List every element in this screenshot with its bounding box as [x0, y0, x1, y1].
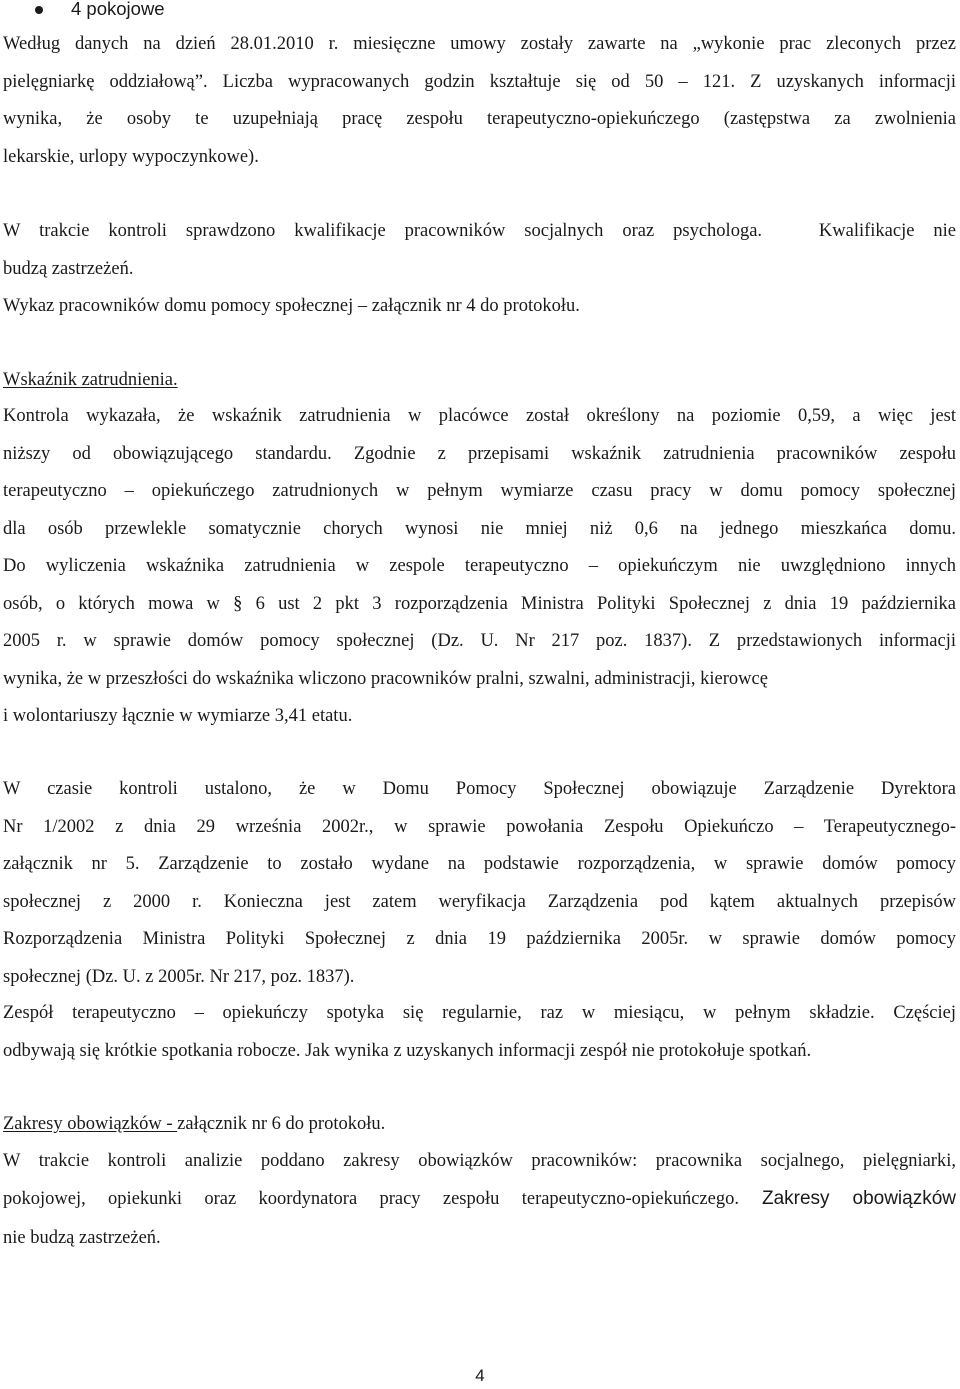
text-line: Nr 1/2002 z dnia 29 września 2002r., w sprawie powołania Zespołu Opiekuńczo – Terapeutycznego-	[3, 816, 956, 837]
line-segment-sans: Zakresy obowiązków	[738, 1188, 957, 1209]
paragraph-spotkania	[3, 995, 956, 1070]
paragraph-umowy	[3, 26, 956, 176]
text-line: Rozporządzenia Ministra Polityki Społecznej z dnia 19 października 2005r. w sprawie domów pomocy	[3, 929, 956, 949]
bullet-text: 4 pokojowe	[71, 0, 165, 19]
text-line: wynika, że w przeszłości do wskaźnika wliczono pracowników pralni, szwalni, administracji, kierowcę	[3, 668, 768, 689]
text-line: W trakcie kontroli analizie poddano zakresy obowiązków pracowników: pracownika socjalnego, pielęgniarki,	[3, 1151, 956, 1171]
text-line: załącznik nr 5. Zarządzenie to zostało wydane na podstawie rozporządzenia, w sprawie domów pomocy	[3, 854, 956, 874]
bullet-item	[3, 0, 403, 22]
text-line: pielęgniarkę oddziałową”. Liczba wypracowanych godzin kształtuje się od 50 – 121. Z uzyskanych informacji	[3, 71, 956, 92]
text-line: dla osób przewlekle somatycznie chorych wynosi nie mniej niż 0,6 na jednego mieszkańca domu.	[3, 518, 956, 539]
text-line: Według danych na dzień 28.01.2010 r. miesięczne umowy zostały zawarte na „wykonie prac zleconych przez	[3, 34, 956, 54]
section-heading-wskaznik: Wskaźnik zatrudnienia.	[3, 370, 178, 390]
text-line: nie budzą zastrzeżeń.	[3, 1228, 161, 1248]
text-line: Kontrola wykazała, że wskaźnik zatrudnienia w placówce został określony na poziomie 0,59, a więc jest	[3, 406, 956, 426]
text-line: W czasie kontroli ustalono, że w Domu Pomocy Społecznej obowiązuje Zarządzenie Dyrektora	[3, 779, 956, 799]
text-line: W trakcie kontroli sprawdzono kwalifikacje pracowników socjalnych oraz psychologa. Kwalifikacje nie	[3, 221, 956, 241]
text-line: lekarskie, urlopy wypoczynkowe).	[3, 146, 259, 167]
section-heading-zakresy	[3, 1106, 956, 1142]
text-line: osób, o których mowa w § 6 ust 2 pkt 3 rozporządzenia Ministra Polityki Społecznej z dnia 19 października	[3, 593, 956, 614]
text-line: niższy od obowiązującego standardu. Zgodnie z przepisami wskaźnik zatrudnienia pracowników zespołu	[3, 443, 956, 464]
text-line: Do wyliczenia wskaźnika zatrudnienia w zespole terapeutyczno – opiekuńczym nie uwzględniono innych	[3, 556, 956, 576]
page-number: 4	[475, 1366, 485, 1385]
heading-underlined-text: Zakresy obowiązków -	[3, 1114, 178, 1134]
text-line: Wykaz pracowników domu pomocy społecznej – załącznik nr 4 do protokołu.	[3, 296, 580, 316]
heading-rest-text: załącznik nr 6 do protokołu.	[177, 1114, 386, 1134]
section-wskaznik	[3, 362, 956, 736]
text-line: i wolontariuszy łącznie w wymiarze 3,41 etatu.	[3, 706, 353, 726]
text-line: wynika, że osoby te uzupełniają pracę zespołu terapeutyczno-opiekuńczego (zastępstwa za zwolnienia	[3, 109, 956, 129]
paragraph-zarzadzenie	[3, 771, 956, 996]
text-line: odbywają się krótkie spotkania robocze. Jak wynika z uzyskanych informacji zespół nie protokołuje spotkań.	[3, 1040, 812, 1061]
text-line: terapeutyczno – opiekuńczego zatrudnionych w pełnym wymiarze czasu pracy w domu pomocy społecznej	[3, 481, 956, 501]
section-zakresy	[3, 1106, 956, 1258]
paragraph-kwalifikacje	[3, 213, 956, 326]
text-line: budzą zastrzeżeń.	[3, 258, 134, 279]
line-segment-serif: pokojowej, opiekunki oraz koordynatora pracy zespołu terapeutyczno-opiekuńczego.	[3, 1189, 739, 1209]
text-line: społecznej z 2000 r. Konieczna jest zatem weryfikacja Zarządzenia pod kątem aktualnych przepisów	[3, 891, 956, 912]
text-line	[3, 1180, 956, 1218]
text-line: Zespół terapeutyczno – opiekuńczy spotyka się regularnie, raz w miesiącu, w pełnym składzie. Częściej	[3, 1003, 956, 1023]
text-line: społecznej (Dz. U. z 2005r. Nr 217, poz. 1837).	[3, 966, 355, 987]
text-line: 2005 r. w sprawie domów pomocy społecznej (Dz. U. Nr 217 poz. 1837). Z przedstawionych informacji	[3, 631, 956, 651]
paragraph-wskaznik	[3, 398, 956, 736]
bullet-dot-icon	[35, 6, 43, 14]
